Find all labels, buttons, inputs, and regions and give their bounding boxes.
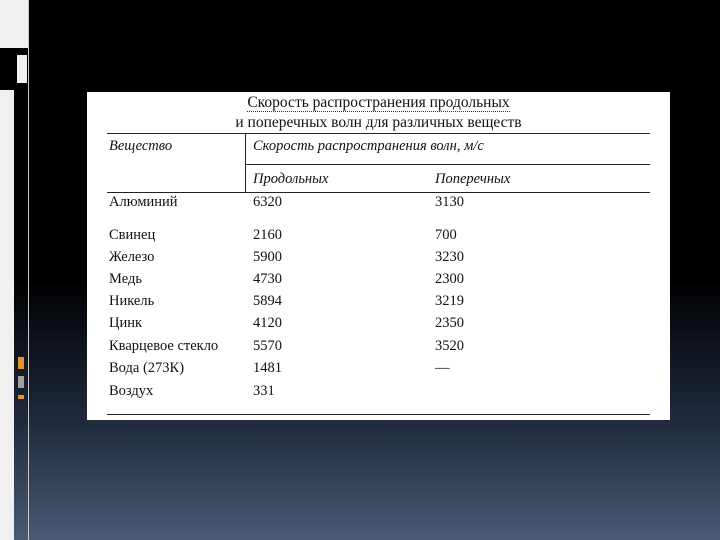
table-image xyxy=(87,92,670,420)
header-longitudinal: Продольных xyxy=(253,171,329,187)
row-substance: Никель xyxy=(109,293,155,309)
table-rule-header-bottom xyxy=(107,192,650,193)
table-rule-mid xyxy=(245,164,650,165)
slide-divider xyxy=(28,0,29,540)
table-title-line1: Скорость распространения продольных xyxy=(247,94,510,111)
row-transverse: 3230 xyxy=(435,249,464,265)
decor-square-orange xyxy=(18,357,24,369)
row-substance: Свинец xyxy=(109,227,156,243)
table-title-line2: и поперечных волн для различных веществ xyxy=(235,114,522,131)
table-rule-top xyxy=(107,133,650,134)
row-longitudinal: 6320 xyxy=(253,194,282,210)
row-substance: Железо xyxy=(109,249,155,265)
decor-block xyxy=(17,55,27,83)
row-transverse: 3219 xyxy=(435,293,464,309)
row-substance: Медь xyxy=(109,271,142,287)
decor-square-orange-small xyxy=(18,395,24,399)
header-speed: Скорость распространения волн, м/с xyxy=(253,138,484,154)
decor-bar-bottom xyxy=(0,90,14,540)
row-longitudinal: 4120 xyxy=(253,315,282,331)
row-longitudinal: 5900 xyxy=(253,249,282,265)
row-transverse: 3520 xyxy=(435,338,464,354)
row-longitudinal: 1481 xyxy=(253,360,282,376)
row-substance: Воздух xyxy=(109,383,154,399)
row-transverse: 700 xyxy=(435,227,457,243)
table-column-separator xyxy=(245,133,246,193)
header-substance: Вещество xyxy=(109,138,173,154)
decor-square-gray xyxy=(18,376,24,388)
row-transverse: 3130 xyxy=(435,194,464,210)
row-longitudinal: 5894 xyxy=(253,293,282,309)
row-longitudinal: 4730 xyxy=(253,271,282,287)
row-substance: Цинк xyxy=(109,315,143,331)
row-transverse: 2350 xyxy=(435,315,464,331)
row-substance: Алюминий xyxy=(109,194,178,210)
row-substance: Кварцевое стекло xyxy=(109,338,219,354)
row-longitudinal: 5570 xyxy=(253,338,282,354)
row-transverse: — xyxy=(435,360,450,376)
header-transverse: Поперечных xyxy=(435,171,511,187)
row-longitudinal: 2160 xyxy=(253,227,282,243)
left-decor xyxy=(0,0,30,540)
row-transverse: 2300 xyxy=(435,271,464,287)
table-rule-bottom xyxy=(107,414,650,415)
row-longitudinal: 331 xyxy=(253,383,275,399)
decor-bar-top xyxy=(0,0,28,48)
row-substance: Вода (273К) xyxy=(109,360,185,376)
